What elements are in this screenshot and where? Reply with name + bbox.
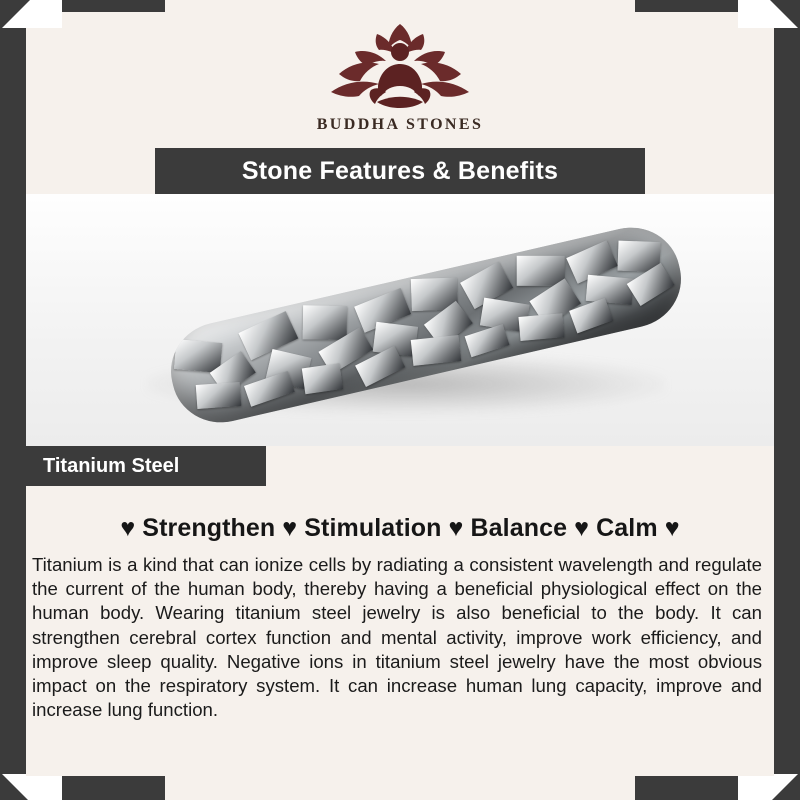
- stone-name-badge: [26, 446, 266, 486]
- hero-image: [26, 194, 774, 446]
- brand-block: [0, 18, 800, 134]
- stone-name: Titanium Steel: [43, 454, 180, 477]
- frame-bottom-notch: [165, 776, 635, 800]
- page-title: Stone Features & Benefits: [241, 156, 559, 185]
- corner-wedge-bottom-right: [772, 772, 800, 800]
- benefits-line: ♥ Strengthen ♥ Stimulation ♥ Balance ♥ Calm ♥: [120, 514, 680, 542]
- page-title-bar: [155, 148, 645, 194]
- corner-wedge-bottom-left: [0, 772, 28, 800]
- description-text: Titanium is a kind that can ionize cells by radiating a consistent wavelength and regulate the current of the human body, thereby having a beneficial physiological effect on the human body. Wearing titanium steel jewelry is also beneficial to the body. It can strengthen cerebral cortex function and mental activity, improve work efficiency, and improve sleep quality. Negative ions in titanium steel jewelry have the most obvious impact on the respiratory system. It can increase human lung capacity, improve and increase lung function.: [32, 554, 762, 721]
- description-panel: [26, 486, 774, 776]
- frame-top-notch: [165, 0, 635, 12]
- brand-name: BUDDHA STONES: [316, 116, 484, 133]
- lotus-meditation-icon: [305, 18, 495, 114]
